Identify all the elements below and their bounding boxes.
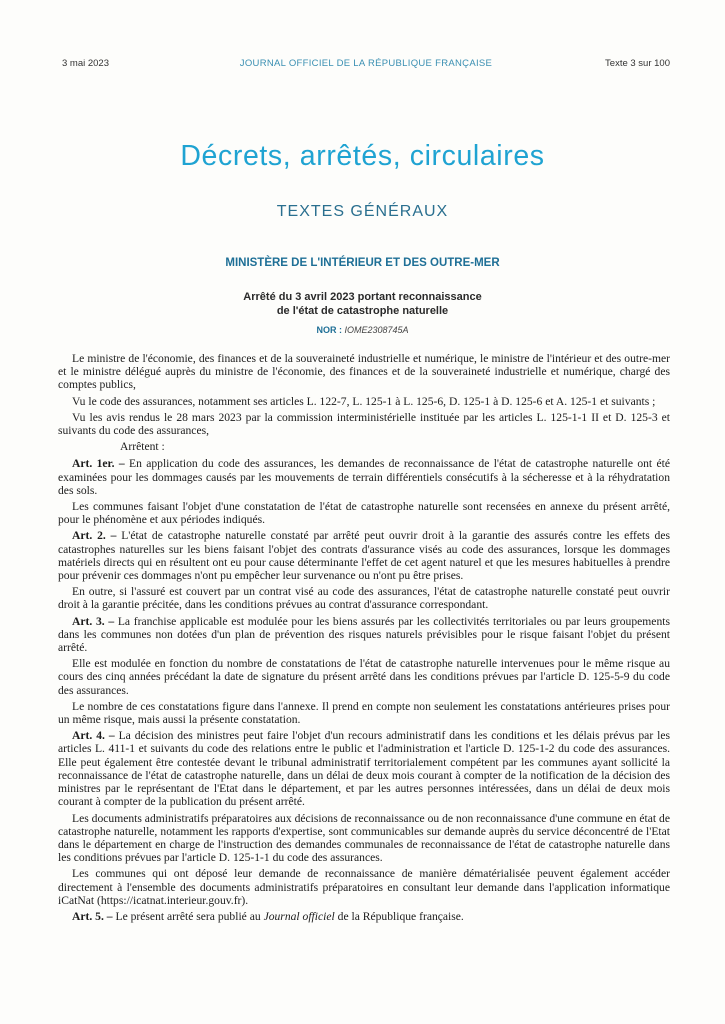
article-1-label: Art. 1er. – bbox=[72, 457, 125, 471]
nor-value: IOME2308745A bbox=[344, 325, 409, 335]
article-4-paragraph-3: Les communes qui ont déposé leur demande de reconnaissance de manière dématérialisée peuvent également accéder directement à l'ensemble des documents administratifs préparatoires en consultant leur demande dans l'application informatique iCatNat (https://icatnat.interieur.gouv.fr). bbox=[58, 867, 670, 907]
ministry-heading: MINISTÈRE DE L'INTÉRIEUR ET DES OUTRE-MER bbox=[225, 257, 500, 269]
article-3-paragraph bbox=[58, 615, 670, 655]
article-3-paragraph-2: Elle est modulée en fonction du nombre de constatations de l'état de catastrophe naturelle intervenues pour le même risque au cours des cinq années précédant la date de signature du présent arrêté dans les conditions prévues par l'article D. 125-5-9 du code des assurances. bbox=[58, 657, 670, 697]
article-4-paragraph bbox=[58, 729, 670, 808]
article-2-paragraph-2: En outre, si l'assuré est couvert par un contrat visé au code des assurances, l'état de catastrophe naturelle constaté peut ouvrir droit à la garantie précitée, dans les conditions prévues au contrat d'assurance correspondant. bbox=[58, 585, 670, 612]
journal-officiel-mention: Journal officiel bbox=[263, 909, 335, 923]
journal-name: JOURNAL OFFICIEL DE LA RÉPUBLIQUE FRANÇAISE bbox=[239, 58, 493, 69]
article-5-label: Art. 5. – bbox=[72, 909, 113, 923]
preamble: Le ministre de l'économie, des finances et de la souveraineté industrielle et numérique, le ministre de l'intérieur et des outre-mer et le ministre délégué auprès du ministre de l'économie, des finances et de la souveraineté industrielle et numérique, chargé des comptes publics, bbox=[58, 352, 670, 392]
article-2-text: L'état de catastrophe naturelle constaté par arrêté peut ouvrir droit à la garantie des assurés contre les effets des catastrophes naturelles sur les biens faisant l'objet des contrats d'assurance visés au code des assurances, lorsque les dommages matériels directs qui en résultent ont eu pour cause déterminante l'effet de cet agent naturel et que les mesures habituelles à prendre pour prévenir ces dommages n'ont pu empêcher leur survenance ou n'ont pu être prises. bbox=[58, 529, 670, 583]
article-1-paragraph-2: Les communes faisant l'objet d'une constatation de l'état de catastrophe naturelle sont recensées en annexe du présent arrêté, pour le phénomène et aux périodes indiqués. bbox=[58, 500, 670, 527]
text-counter: Texte 3 sur 100 bbox=[605, 58, 670, 69]
publication-date: 3 mai 2023 bbox=[62, 58, 110, 69]
nor-label: NOR : bbox=[316, 325, 342, 335]
article-4-label: Art. 4. – bbox=[72, 729, 115, 743]
article-2-paragraph bbox=[58, 529, 670, 582]
document-body bbox=[58, 352, 670, 926]
page-title: Décrets, arrêtés, circulaires bbox=[180, 140, 545, 172]
visa-avis-commission: Vu les avis rendus le 28 mars 2023 par la commission interministérielle instituée par les articles L. 125-1-1 II et D. 125-3 et suivants du code des assurances, bbox=[58, 410, 670, 438]
article-4-text: La décision des ministres peut faire l'objet d'un recours administratif dans les conditions et les délais prévus par les articles L. 411-1 et suivants du code des relations entre le public et l'administration et l'article D. 125-1-2 du code des assurances. Elle peut également être contestée devant le tribunal administratif territorialement compétent par les communes ayant sollicité la reconnaissance de l'état de catastrophe naturelle, dans un délai de deux mois courant à compter de la notification de la décision des ministres par le représentant de l'Etat dans le département, et par les autres personnes intéressées, dans un délai de deux mois courant à compter de la publication du présent arrêté. bbox=[58, 729, 670, 809]
arrete-title-line2: de l'état de catastrophe naturelle bbox=[276, 304, 449, 317]
article-3-paragraph-3: Le nombre de ces constatations figure dans l'annexe. Il prend en compte non seulement les constatations antérieures prises pour un même risque, mais aussi la présente constatation. bbox=[58, 699, 670, 727]
section-heading: TEXTES GÉNÉRAUX bbox=[276, 203, 449, 220]
article-5-paragraph bbox=[58, 910, 670, 923]
article-2-label: Art. 2. – bbox=[72, 529, 117, 543]
article-4-paragraph-2: Les documents administratifs préparatoires aux décisions de reconnaissance ou de non reconnaissance d'une commune en état de catastrophe naturelle, notamment les rapports d'expertise, sont communicables sur demande auprès du service déconcentré de l'Etat dans le département en charge de l'instruction des demandes communales de reconnaissance de l'état de catastrophe naturelle dans les conditions prévues par l'article D. 125-1-1 du code des assurances. bbox=[58, 811, 670, 865]
arretent: Arrêtent : bbox=[120, 440, 165, 454]
article-1-text: En application du code des assurances, les demandes de reconnaissance de l'état de catastrophe naturelle ont été examinées pour les dommages causés par les mouvements de terrain différentiels consécutifs à la sécheresse et à la réhydratation des sols. bbox=[58, 457, 670, 497]
arrete-title-line1: Arrêté du 3 avril 2023 portant reconnaissance bbox=[243, 291, 482, 303]
article-1-paragraph bbox=[58, 457, 670, 497]
article-3-label: Art. 3. – bbox=[72, 614, 115, 628]
visa-code-assurances: Vu le code des assurances, notamment ses articles L. 122-7, L. 125-1 à L. 125-6, D. 125-1 à D. 125-6 et A. 125-1 et suivants ; bbox=[72, 394, 656, 408]
nor-reference bbox=[0, 325, 725, 335]
article-3-text: La franchise applicable est modulée pour les biens assurés par les collectivités territoriales ou par leurs groupements dans les communes non dotées d'un plan de prévention des risques naturels prévisibles pour le risque faisant l'objet du présent arrêté. bbox=[58, 614, 670, 655]
article-5-text-b: de la République française. bbox=[337, 909, 464, 923]
arrete-title bbox=[0, 291, 725, 318]
article-5-text-a: Le présent arrêté sera publié au bbox=[115, 909, 261, 923]
